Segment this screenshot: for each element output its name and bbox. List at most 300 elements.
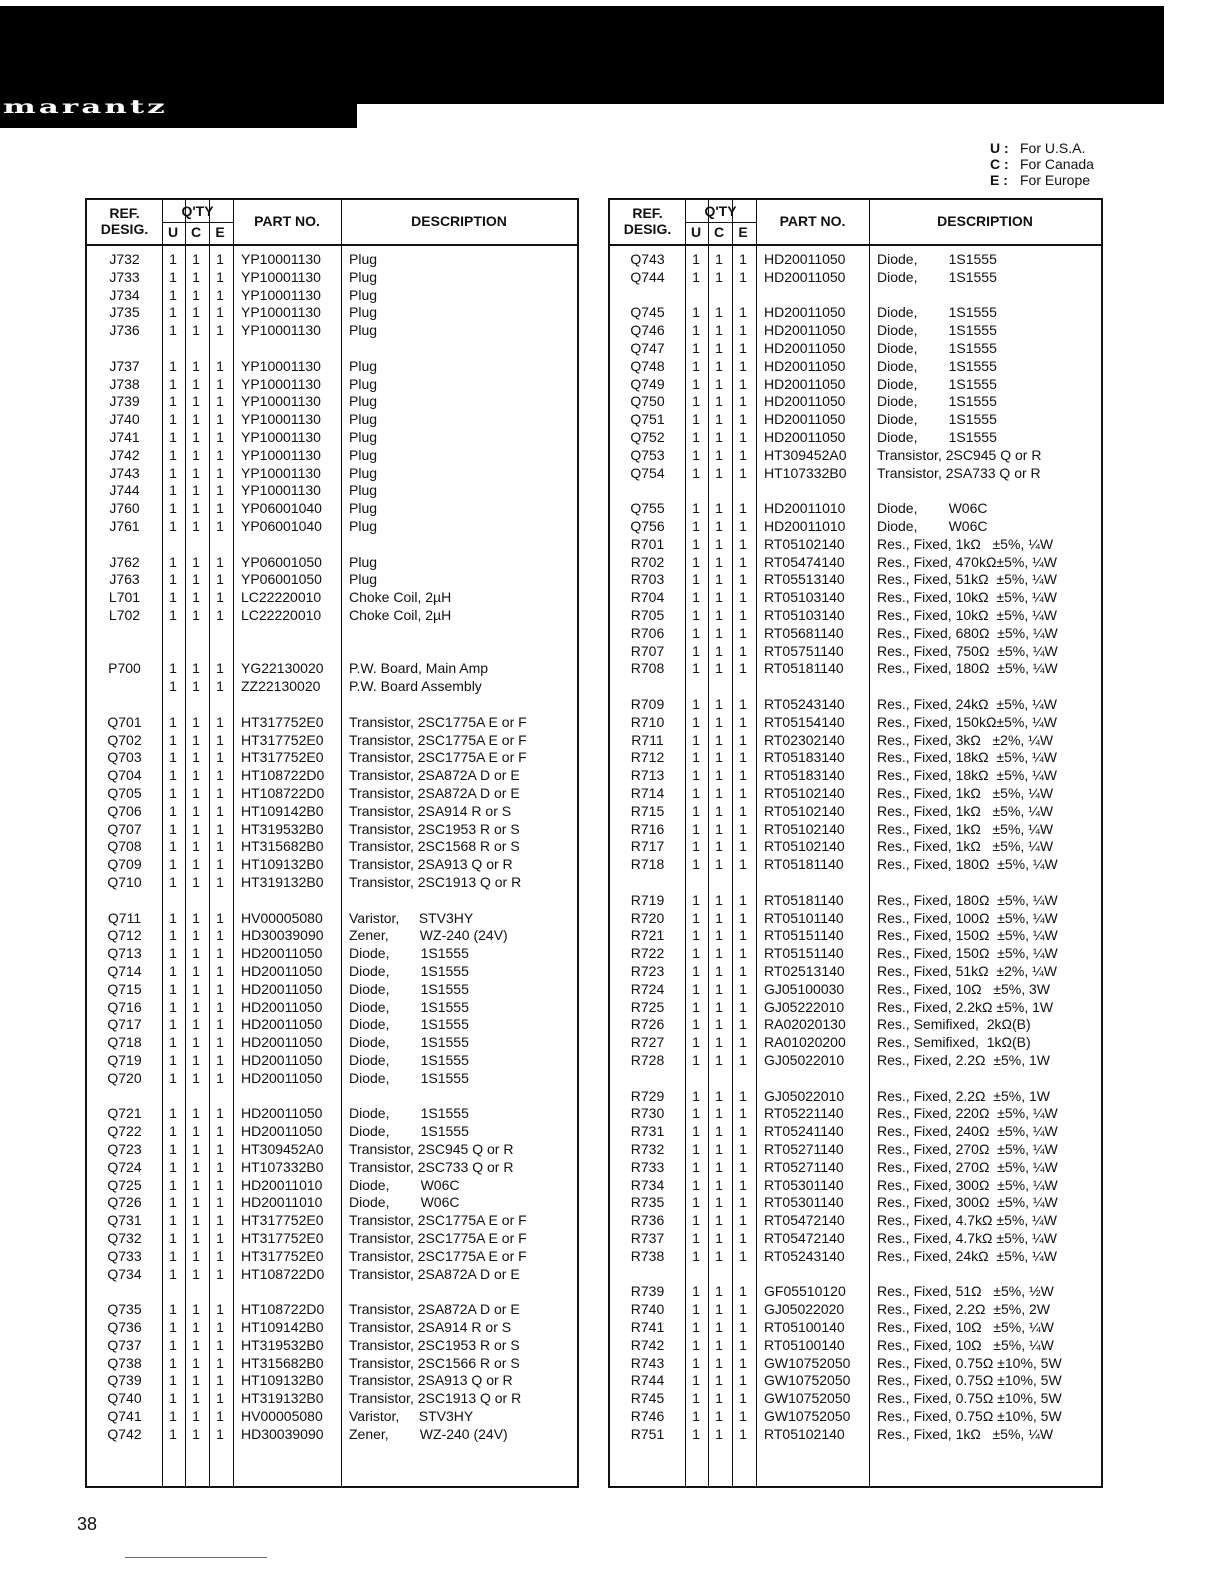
description: Res., Fixed, 18kΩ ±5%, ¼W xyxy=(877,767,1057,784)
qty-e: 1 xyxy=(216,1336,224,1353)
qty-c: 1 xyxy=(715,927,723,944)
part-no: RT05301140 xyxy=(764,1176,844,1193)
table-row-spacer xyxy=(610,1265,1101,1283)
ref-desig: J739 xyxy=(109,393,140,410)
qty-e: 1 xyxy=(739,607,747,623)
ref-desig: R743 xyxy=(630,1354,665,1371)
description: Res., Fixed, 51Ω ±5%, ½W xyxy=(877,1283,1054,1300)
table-row-spacer xyxy=(87,642,577,660)
qty-u: 1 xyxy=(169,838,177,855)
part-no: YP10001130 xyxy=(241,482,321,499)
ref-desig: Q716 xyxy=(107,998,142,1015)
qty-u: 1 xyxy=(169,1141,177,1157)
table-row xyxy=(610,392,1101,410)
qty-e: 1 xyxy=(739,1301,747,1318)
qty-u: 1 xyxy=(169,856,177,873)
part-no: HD20011050 xyxy=(241,1069,323,1086)
qty-c: 1 xyxy=(715,393,723,410)
description: Diode, 1S1555 xyxy=(349,1069,469,1086)
part-no: RT02513140 xyxy=(764,963,845,979)
description: Diode, W06C xyxy=(877,518,988,534)
qty-u: 1 xyxy=(169,1105,177,1122)
part-no: YP06001040 xyxy=(241,500,322,517)
description: Res., Fixed, 18kΩ ±5%, ¼W xyxy=(877,749,1057,766)
ref-desig: Q739 xyxy=(107,1372,142,1389)
qty-c: 1 xyxy=(192,1425,200,1442)
qty-u: 1 xyxy=(692,1158,700,1175)
description: Transistor, 2SC1913 Q or R xyxy=(349,874,522,890)
table-row xyxy=(87,962,577,980)
qty-e: 1 xyxy=(216,660,224,677)
qty-e: 1 xyxy=(739,802,747,819)
qty-u: 1 xyxy=(692,393,700,410)
qty-e: 1 xyxy=(739,375,747,392)
part-no: HD20011050 xyxy=(764,375,846,392)
part-no: RT05472140 xyxy=(764,1230,845,1246)
parts-table-left xyxy=(85,198,579,1488)
qty-e: 1 xyxy=(216,251,224,267)
ref-desig: Q708 xyxy=(107,838,142,855)
qty-c: 1 xyxy=(192,749,200,766)
ref-desig: R710 xyxy=(630,713,665,730)
part-no: RT05472140 xyxy=(764,1212,845,1229)
qty-e: 1 xyxy=(216,1408,224,1424)
qty-c: 1 xyxy=(715,1087,723,1104)
qty-u: 1 xyxy=(692,1301,700,1318)
qty-u: 1 xyxy=(692,1194,700,1211)
qty-e: 1 xyxy=(216,500,224,517)
table-row xyxy=(87,1300,577,1318)
qty-c: 1 xyxy=(192,1372,200,1389)
description: Diode, 1S1555 xyxy=(349,998,469,1015)
description: Res., Fixed, 100Ω ±5%, ¼W xyxy=(877,909,1058,926)
qty-c: 1 xyxy=(192,1301,200,1318)
ref-desig: Q702 xyxy=(107,731,142,748)
description: Transistor, 2SC1775A E or F xyxy=(349,731,527,748)
header-qty: Q'TY xyxy=(704,203,737,219)
qty-e: 1 xyxy=(739,1016,747,1033)
qty-e: 1 xyxy=(216,820,224,837)
qty-c: 1 xyxy=(715,1425,723,1442)
qty-c: 1 xyxy=(715,998,723,1015)
ref-desig: Q711 xyxy=(107,909,142,926)
qty-e: 1 xyxy=(216,464,224,481)
footer-rule xyxy=(125,1557,267,1558)
table-row xyxy=(87,1229,577,1247)
qty-e: 1 xyxy=(739,749,747,766)
header-part-no: PART NO. xyxy=(254,213,320,229)
qty-e: 1 xyxy=(739,340,747,356)
ref-desig: Q705 xyxy=(107,785,142,801)
table-row-spacer xyxy=(87,891,577,909)
table-row xyxy=(87,357,577,375)
description: Res., Fixed, 4.7kΩ ±5%, ¼W xyxy=(877,1212,1057,1229)
description: Res., Fixed, 3kΩ ±2%, ¼W xyxy=(877,731,1054,748)
table-row xyxy=(87,1122,577,1140)
part-no: HD20011050 xyxy=(241,1034,323,1051)
qty-e: 1 xyxy=(739,891,747,908)
table-row xyxy=(87,1425,577,1443)
ref-desig: Q750 xyxy=(630,393,665,410)
table-row xyxy=(610,642,1101,660)
qty-u: 1 xyxy=(169,1194,177,1211)
ref-desig: Q756 xyxy=(630,518,665,534)
qty-u: 1 xyxy=(169,1354,177,1371)
part-no: RT05243140 xyxy=(764,1247,845,1264)
description: Plug xyxy=(349,286,378,303)
page-number: 38 xyxy=(77,1514,98,1534)
description: Zener, WZ-240 (24V) xyxy=(349,927,508,944)
ref-desig: R728 xyxy=(630,1052,665,1068)
qty-c: 1 xyxy=(715,268,723,285)
qty-c: 1 xyxy=(192,518,200,534)
table-row xyxy=(610,1211,1101,1229)
qty-e: 1 xyxy=(216,856,224,873)
header-qty-c: C xyxy=(190,224,202,240)
qty-e: 1 xyxy=(739,1212,747,1229)
description: Transistor, 2SC1566 R or S xyxy=(349,1354,520,1371)
qty-e: 1 xyxy=(739,304,747,321)
qty-e: 1 xyxy=(216,874,224,890)
ref-desig: J762 xyxy=(109,553,140,570)
table-row xyxy=(610,250,1101,268)
qty-c: 1 xyxy=(715,1301,723,1318)
region-legend xyxy=(990,140,1094,188)
description: Transistor, 2SC1953 R or S xyxy=(349,820,520,837)
header-qty-e: E xyxy=(215,224,225,240)
ref-desig: Q737 xyxy=(107,1336,142,1353)
ref-desig: Q707 xyxy=(107,820,142,837)
qty-c: 1 xyxy=(715,375,723,392)
qty-c: 1 xyxy=(715,1194,723,1211)
description: Diode, 1S1555 xyxy=(877,411,997,428)
description: Transistor, 2SA733 Q or R xyxy=(877,464,1041,481)
ref-desig: R720 xyxy=(630,909,665,926)
part-no: HD20011050 xyxy=(764,357,846,374)
ref-desig: J761 xyxy=(109,518,140,534)
part-no: HD20011050 xyxy=(241,998,323,1015)
qty-u: 1 xyxy=(169,322,177,339)
part-no: GJ05100030 xyxy=(764,980,845,997)
description: Res., Semifixed, 2kΩ(B) xyxy=(877,1016,1031,1033)
qty-u: 1 xyxy=(169,927,177,944)
qty-c: 1 xyxy=(192,500,200,517)
qty-c: 1 xyxy=(192,1194,200,1211)
qty-e: 1 xyxy=(216,1034,224,1051)
ref-desig: R705 xyxy=(630,607,665,623)
part-no: HT317752E0 xyxy=(241,713,324,730)
part-no: HT109142B0 xyxy=(241,802,324,819)
qty-c: 1 xyxy=(192,464,200,481)
qty-u: 1 xyxy=(169,1265,177,1282)
ref-desig: J744 xyxy=(109,482,140,499)
ref-desig: R734 xyxy=(630,1176,665,1193)
qty-c: 1 xyxy=(715,1354,723,1371)
description: Plug xyxy=(349,500,378,517)
qty-e: 1 xyxy=(216,1194,224,1211)
ref-desig: J743 xyxy=(109,464,140,481)
qty-e: 1 xyxy=(739,322,747,339)
part-no: RT05102140 xyxy=(764,785,845,801)
qty-e: 1 xyxy=(739,1158,747,1175)
table-row xyxy=(610,428,1101,446)
table-row-spacer xyxy=(87,695,577,713)
table-row-spacer xyxy=(610,481,1101,499)
ref-desig: R742 xyxy=(630,1336,665,1353)
qty-e: 1 xyxy=(216,553,224,570)
part-no: GW10752050 xyxy=(764,1372,851,1389)
ref-desig: Q706 xyxy=(107,802,142,819)
qty-c: 1 xyxy=(715,500,723,517)
qty-u: 1 xyxy=(169,571,177,588)
qty-e: 1 xyxy=(739,820,747,837)
qty-c: 1 xyxy=(192,1052,200,1068)
qty-e: 1 xyxy=(739,660,747,677)
qty-u: 1 xyxy=(692,1408,700,1424)
qty-c: 1 xyxy=(715,820,723,837)
qty-e: 1 xyxy=(216,838,224,855)
description: Res., Fixed, 10Ω ±5%, ¼W xyxy=(877,1319,1054,1335)
qty-c: 1 xyxy=(715,980,723,997)
qty-u: 1 xyxy=(692,713,700,730)
qty-u: 1 xyxy=(169,607,177,623)
description: Res., Fixed, 2.2Ω ±5%, 2W xyxy=(877,1301,1050,1318)
qty-u: 1 xyxy=(692,767,700,784)
qty-c: 1 xyxy=(192,375,200,392)
table-row xyxy=(87,392,577,410)
part-no: HT109132B0 xyxy=(241,856,324,873)
part-no: YP10001130 xyxy=(241,375,321,392)
qty-e: 1 xyxy=(739,963,747,979)
part-no: RT05301140 xyxy=(764,1194,844,1211)
ref-desig: R703 xyxy=(630,571,665,588)
description: Res., Fixed, 180Ω ±5%, ¼W xyxy=(877,891,1058,908)
qty-e: 1 xyxy=(216,322,224,339)
ref-desig: J740 xyxy=(109,411,140,428)
qty-u: 1 xyxy=(692,838,700,855)
description: Choke Coil, 2µH xyxy=(349,607,452,623)
table-row xyxy=(610,1247,1101,1265)
table-row xyxy=(87,464,577,482)
description: Res., Fixed, 1kΩ ±5%, ¼W xyxy=(877,785,1054,801)
qty-e: 1 xyxy=(739,553,747,570)
ref-desig: R711 xyxy=(631,731,664,748)
qty-c: 1 xyxy=(192,713,200,730)
qty-u: 1 xyxy=(692,500,700,517)
qty-u: 1 xyxy=(692,642,700,659)
qty-u: 1 xyxy=(169,1158,177,1175)
ref-desig: Q703 xyxy=(107,749,142,766)
ref-desig: J738 xyxy=(109,375,140,392)
table-row xyxy=(610,731,1101,749)
qty-u: 1 xyxy=(692,1052,700,1068)
description: Diode, 1S1555 xyxy=(877,393,997,410)
qty-c: 1 xyxy=(192,1336,200,1353)
qty-e: 1 xyxy=(216,1319,224,1335)
qty-e: 1 xyxy=(216,1230,224,1246)
table-row xyxy=(87,1069,577,1087)
table-row xyxy=(610,713,1101,731)
table-row xyxy=(87,517,577,535)
qty-c: 1 xyxy=(192,767,200,784)
qty-u: 1 xyxy=(692,607,700,623)
qty-u: 1 xyxy=(169,518,177,534)
qty-e: 1 xyxy=(739,1087,747,1104)
table-row xyxy=(610,339,1101,357)
part-no: HD20011050 xyxy=(764,251,846,267)
part-no: YP06001040 xyxy=(241,518,322,534)
part-no: HD20011010 xyxy=(241,1176,323,1193)
ref-desig: Q752 xyxy=(630,429,665,445)
qty-u: 1 xyxy=(692,1141,700,1157)
qty-u: 1 xyxy=(692,980,700,997)
qty-e: 1 xyxy=(739,1372,747,1389)
qty-c: 1 xyxy=(192,251,200,267)
qty-c: 1 xyxy=(192,571,200,588)
description: Res., Semifixed, 1kΩ(B) xyxy=(877,1034,1031,1051)
qty-u: 1 xyxy=(692,251,700,267)
description: Plug xyxy=(349,375,378,392)
qty-u: 1 xyxy=(692,998,700,1015)
qty-u: 1 xyxy=(692,1016,700,1033)
qty-u: 1 xyxy=(169,1247,177,1264)
qty-u: 1 xyxy=(692,1336,700,1353)
description: Res., Fixed, 2.2Ω ±5%, 1W xyxy=(877,1087,1050,1104)
part-no: HT109132B0 xyxy=(241,1372,324,1389)
qty-c: 1 xyxy=(715,1158,723,1175)
part-no: HD20011050 xyxy=(764,304,846,321)
part-no: HT319532B0 xyxy=(241,820,324,837)
qty-c: 1 xyxy=(192,838,200,855)
description: Diode, 1S1555 xyxy=(349,1123,469,1140)
table-row xyxy=(87,570,577,588)
ref-desig: Q701 xyxy=(107,713,142,730)
part-no: RT05102140 xyxy=(764,820,845,837)
header-qty: Q'TY xyxy=(181,203,214,219)
description: Varistor, STV3HY xyxy=(349,1408,474,1424)
qty-c: 1 xyxy=(715,624,723,641)
ref-desig: R713 xyxy=(630,767,665,784)
qty-e: 1 xyxy=(739,1319,747,1335)
qty-e: 1 xyxy=(216,518,224,534)
qty-u: 1 xyxy=(692,891,700,908)
description: Diode, 1S1555 xyxy=(349,980,469,997)
qty-c: 1 xyxy=(192,304,200,321)
qty-u: 1 xyxy=(692,446,700,463)
table-row xyxy=(87,784,577,802)
qty-c: 1 xyxy=(192,357,200,374)
ref-desig: Q725 xyxy=(107,1176,142,1193)
qty-e: 1 xyxy=(739,571,747,588)
part-no: RT05241140 xyxy=(764,1123,844,1140)
qty-c: 1 xyxy=(192,660,200,677)
description: Transistor, 2SA914 R or S xyxy=(349,802,512,819)
ref-desig: J733 xyxy=(109,268,140,285)
qty-e: 1 xyxy=(216,482,224,499)
qty-e: 1 xyxy=(739,838,747,855)
description: Transistor, 2SC1775A E or F xyxy=(349,1230,527,1246)
brand-logo: marantz xyxy=(3,96,168,118)
table-row xyxy=(87,802,577,820)
part-no: HD20011050 xyxy=(241,945,323,962)
qty-c: 1 xyxy=(192,1123,200,1140)
qty-u: 1 xyxy=(169,713,177,730)
ref-desig: Q709 xyxy=(107,856,142,873)
description: Transistor, 2SA872A D or E xyxy=(349,1301,520,1318)
description: Plug xyxy=(349,304,378,321)
table-row xyxy=(610,1336,1101,1354)
ref-desig: Q723 xyxy=(107,1141,142,1157)
part-no: HD20011050 xyxy=(241,963,323,979)
description: Transistor, 2SA872A D or E xyxy=(349,1265,520,1282)
qty-e: 1 xyxy=(739,624,747,641)
qty-e: 1 xyxy=(739,1390,747,1407)
ref-desig: Q710 xyxy=(107,874,142,890)
table-row xyxy=(87,1176,577,1194)
qty-c: 1 xyxy=(715,1052,723,1068)
part-no: HT107332B0 xyxy=(764,464,847,481)
ref-desig: R744 xyxy=(630,1372,665,1389)
description: Diode, W06C xyxy=(877,500,988,517)
qty-c: 1 xyxy=(715,660,723,677)
qty-c: 1 xyxy=(192,1105,200,1122)
part-no: GW10752050 xyxy=(764,1408,851,1424)
table-row xyxy=(610,1193,1101,1211)
part-no: RT05100140 xyxy=(764,1336,845,1353)
table-row xyxy=(610,1051,1101,1069)
qty-u: 1 xyxy=(169,820,177,837)
table-row xyxy=(87,481,577,499)
table-row xyxy=(610,410,1101,428)
qty-u: 1 xyxy=(169,1390,177,1407)
table-row xyxy=(610,535,1101,553)
table-row xyxy=(610,268,1101,286)
description: Res., Fixed, 0.75Ω ±10%, 5W xyxy=(877,1354,1062,1371)
description: Plug xyxy=(349,482,378,499)
part-no: RA02020130 xyxy=(764,1016,846,1033)
description: Res., Fixed, 0.75Ω ±10%, 5W xyxy=(877,1408,1062,1424)
ref-desig: R737 xyxy=(630,1230,665,1246)
qty-u: 1 xyxy=(169,393,177,410)
table-row xyxy=(87,926,577,944)
ref-desig: R727 xyxy=(630,1034,665,1051)
description: Zener, WZ-240 (24V) xyxy=(349,1425,508,1442)
table-row xyxy=(610,659,1101,677)
table-row xyxy=(87,1336,577,1354)
description: Diode, 1S1555 xyxy=(349,1052,469,1068)
ref-desig: Q704 xyxy=(107,767,142,784)
qty-c: 1 xyxy=(192,1016,200,1033)
table-row-spacer xyxy=(87,1087,577,1105)
description: Transistor, 2SA872A D or E xyxy=(349,785,520,801)
qty-u: 1 xyxy=(692,1105,700,1122)
qty-u: 1 xyxy=(692,1354,700,1371)
part-no: GJ05022010 xyxy=(764,1087,845,1104)
qty-u: 1 xyxy=(169,429,177,445)
ref-desig: J760 xyxy=(109,500,140,517)
qty-c: 1 xyxy=(192,268,200,285)
table-row xyxy=(610,1033,1101,1051)
ref-desig: R717 xyxy=(630,838,665,855)
part-no: RT05183140 xyxy=(764,767,845,784)
qty-u: 1 xyxy=(169,411,177,428)
qty-c: 1 xyxy=(715,1034,723,1051)
qty-u: 1 xyxy=(169,731,177,748)
legend-row-usa: U : For U.S.A. xyxy=(990,140,1086,156)
table-row xyxy=(610,695,1101,713)
qty-u: 1 xyxy=(169,1052,177,1068)
table-row-spacer xyxy=(610,873,1101,891)
